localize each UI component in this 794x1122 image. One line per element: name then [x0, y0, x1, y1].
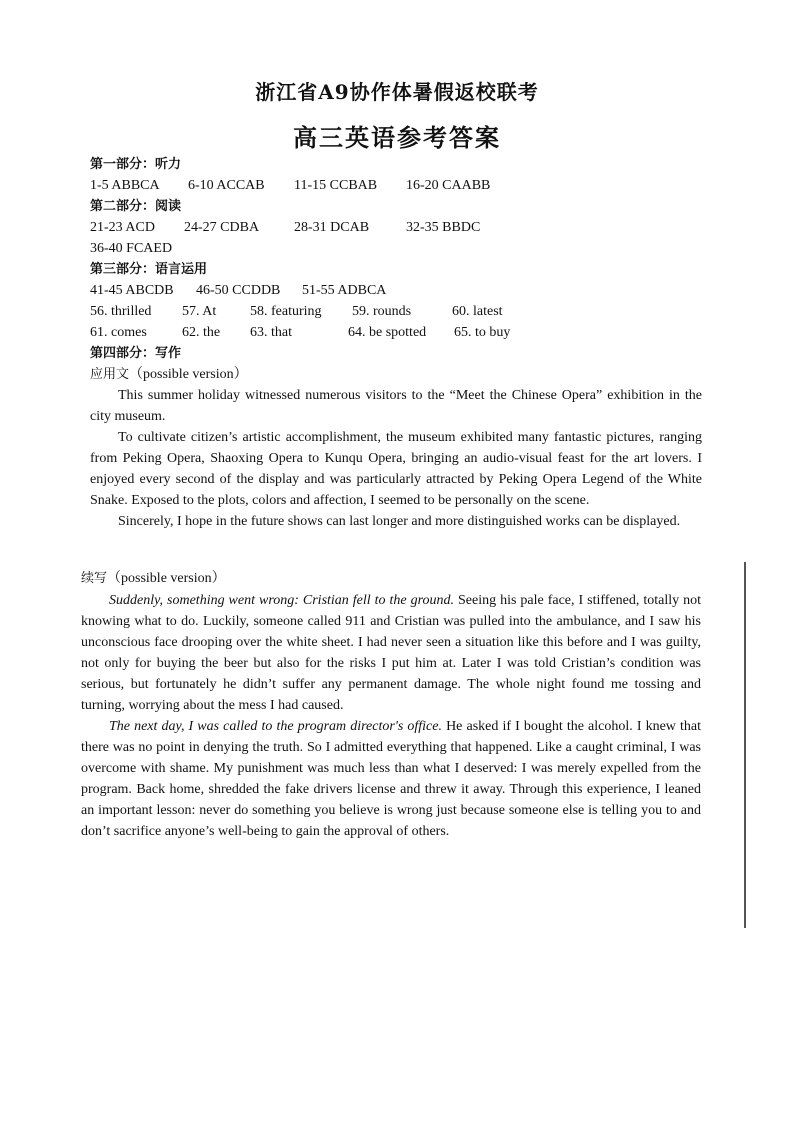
answer-item: 59. rounds [352, 304, 412, 319]
answer-item: 57. At [182, 304, 217, 319]
answer-item: 58. featuring [250, 304, 322, 319]
part3-answer-row [90, 301, 710, 322]
part3-answer-row [90, 322, 710, 343]
part3-heading: 第三部分：语言运用 [90, 262, 208, 277]
answer-item: 62. the [182, 325, 221, 340]
answer-item: 65. to buy [454, 325, 511, 340]
part2-answer-row [90, 238, 710, 259]
exam-title: 浙江省A9协作体暑假返校联考 [255, 80, 539, 104]
essay2-label-cn: 续写 [81, 571, 108, 586]
essay2-opening-sentence: The next day, I was called to the program director's office. [109, 719, 442, 734]
answer-item: 32-35 BBDC [406, 220, 481, 235]
essay2-paragraph-text: Seeing his pale face, I stiffened, totally not knowing what to do. Luckily, someone called 911 and Cristian was pulled into the ambulance, and I saw his unconscious face drooping over the white sheet. I had never seen a situation like this before and I was guilty, not only for buying the beer but also for the risks I put him at. Later I was told Cristian’s condition was serious, but fortunately he didn’t suffer any permanent damage. The whole night found me tossing and turning, worrying about the mess I had caused. [81, 593, 701, 713]
answer-item: 41-45 ABCDB [90, 283, 174, 298]
answer-item: 51-55 ADBCA [302, 283, 387, 298]
answer-item: 24-27 CDBA [184, 220, 260, 235]
essay1-paragraph: Sincerely, I hope in the future shows can last longer and more distinguished works can be displayed. [118, 514, 681, 529]
answer-item: 11-15 CCBAB [294, 178, 378, 193]
answer-item: 28-31 DCAB [294, 220, 370, 235]
part2-heading: 第二部分：阅读 [90, 199, 182, 214]
part3-answer-row [90, 280, 710, 301]
essay2-paragraph-text: He asked if I bought the alcohol. I knew that there was no point in denying the truth. So I admitted everything that happened. Like a caught criminal, I was overcome with shame. My punishment was much less than what I deserved: I was merely expelled from the program. Back home, shredded the fake drivers license and threw it away. Through this experience, I leaned an important lesson: never do something you believe is wrong just because someone else is telling you to and don’t sacrifice anyone’s well-being to gain the approval of others. [81, 719, 701, 839]
essay2-paragraph [81, 716, 701, 842]
essay1-paragraph: This summer holiday witnessed numerous visitors to the “Meet the Chinese Opera” exhibition in the city museum. [90, 388, 702, 424]
part2-answer-row [90, 217, 710, 238]
part4-heading: 第四部分：写作 [90, 346, 182, 361]
essay2-label [81, 568, 226, 589]
answer-item: 6-10 ACCAB [188, 178, 265, 193]
answer-item: 64. be spotted [348, 325, 427, 340]
essay1-body [90, 385, 702, 532]
essay1-paragraph: To cultivate citizen’s artistic accomplishment, the museum exhibited many fantastic pictures, ranging from Peking Opera, Shaoxing Opera to Kunqu Opera, bringing an audio-visual feast for the art lovers. I enjoyed every second of the display and was particularly attracted by Peking Opera Legend of the White Snake. Exposed to the plots, colors and affection, I seemed to be personally on the scene. [90, 430, 702, 508]
answer-item: 16-20 CAABB [406, 178, 491, 193]
essay1-label-en: （possible version） [129, 367, 248, 382]
essay2-paragraph [81, 590, 701, 716]
answer-item: 63. that [250, 325, 292, 340]
essay1-label [90, 364, 710, 385]
part1-answer-row [90, 175, 710, 196]
essay1-label-cn: 应用文 [90, 367, 130, 382]
answer-item: 60. latest [452, 304, 503, 319]
answer-item: 36-40 FCAED [90, 241, 173, 256]
essay2-opening-sentence: Suddenly, something went wrong: Cristian fell to the ground. [109, 593, 455, 608]
margin-rule [744, 562, 746, 928]
answer-item: 21-23 ACD [90, 220, 155, 235]
essay2-body [81, 590, 701, 842]
answer-item: 56. thrilled [90, 304, 152, 319]
answer-item: 1-5 ABBCA [90, 178, 160, 193]
page-title: 高三英语参考答案 [293, 124, 501, 152]
answer-item: 61. comes [90, 325, 147, 340]
part1-heading: 第一部分：听力 [90, 157, 182, 172]
answer-section [90, 154, 710, 385]
answer-item: 46-50 CCDDB [196, 283, 281, 298]
essay2-label-en: （possible version） [107, 571, 226, 586]
